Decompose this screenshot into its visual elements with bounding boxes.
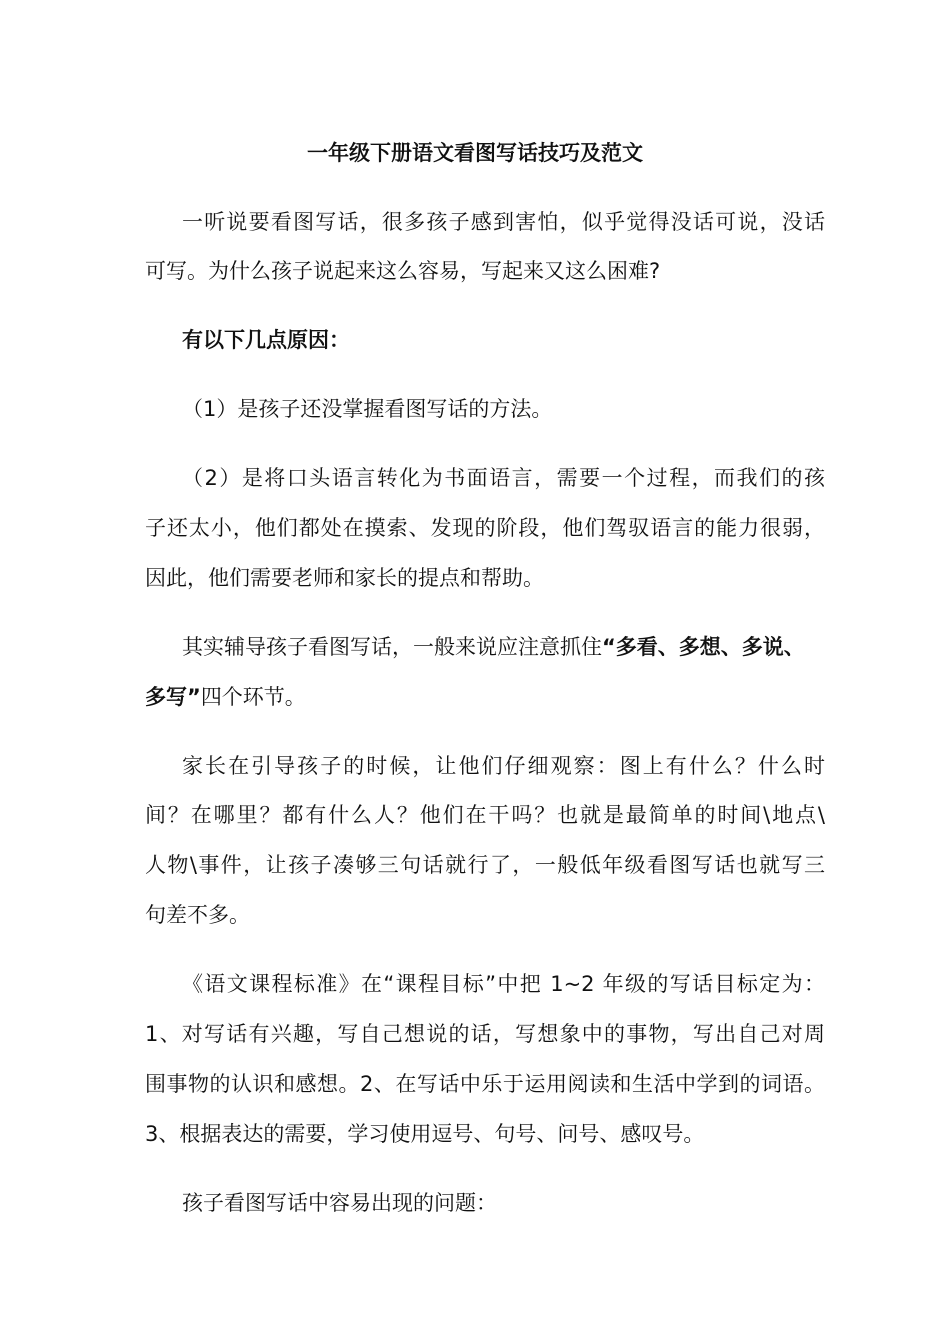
four-steps-plain-text: 其实辅导孩子看图写话，一般来说应注意抓住 bbox=[182, 635, 602, 659]
paragraph-observe-line-1: 家长在引导孩子的时候，让他们仔细观察：图上有什么？什么时 bbox=[182, 754, 825, 778]
paragraph-four-steps-line-2 bbox=[145, 682, 825, 712]
paragraph-problems-heading: 孩子看图写话中容易出现的问题： bbox=[182, 1191, 497, 1215]
four-steps-emphasis: “多看、多想、多说、 bbox=[602, 635, 805, 659]
reasons-heading: 有以下几点原因： bbox=[182, 328, 350, 352]
paragraph-four-steps-line-1 bbox=[182, 632, 825, 662]
paragraph-standard-line-1: 《语文课程标准》在“课程目标”中把 1~2 年级的写话目标定为： bbox=[182, 972, 825, 996]
paragraph-observe-line-3: 人物\事件，让孩子凑够三句话就行了，一般低年级看图写话也就写三 bbox=[145, 853, 825, 877]
paragraph-observe-line-2: 间？在哪里？都有什么人？他们在干吗？也就是最简单的时间\地点\ bbox=[145, 803, 825, 827]
paragraph-intro-line-1: 一听说要看图写话，很多孩子感到害怕，似乎觉得没话可说，没话 bbox=[182, 210, 825, 234]
paragraph-intro-line-2: 可写。为什么孩子说起来这么容易，写起来又这么困难? bbox=[145, 259, 661, 283]
four-steps-plain-end: 四个环节。 bbox=[200, 685, 306, 709]
reason-2-line-2: 子还太小，他们都处在摸索、发现的阶段，他们驾驭语言的能力很弱， bbox=[145, 516, 825, 540]
reason-1: （1）是孩子还没掌握看图写话的方法。 bbox=[182, 397, 553, 421]
reason-2-line-1: （2）是将口头语言转化为书面语言，需要一个过程，而我们的孩 bbox=[182, 466, 825, 490]
paragraph-standard-line-3: 围事物的认识和感想。2、在写话中乐于运用阅读和生活中学到的词语。 bbox=[145, 1072, 825, 1096]
paragraph-standard-line-2: 1、对写话有兴趣，写自己想说的话，写想象中的事物，写出自己对周 bbox=[145, 1022, 825, 1046]
four-steps-emphasis-end: 多写” bbox=[145, 685, 201, 709]
paragraph-observe-line-4: 句差不多。 bbox=[145, 903, 250, 927]
document-title: 一年级下册语文看图写话技巧及范文 bbox=[307, 141, 643, 165]
paragraph-standard-line-4: 3、根据表达的需要，学习使用逗号、句号、问号、感叹号。 bbox=[145, 1122, 705, 1146]
reason-2-line-3: 因此，他们需要老师和家长的提点和帮助。 bbox=[145, 566, 544, 590]
